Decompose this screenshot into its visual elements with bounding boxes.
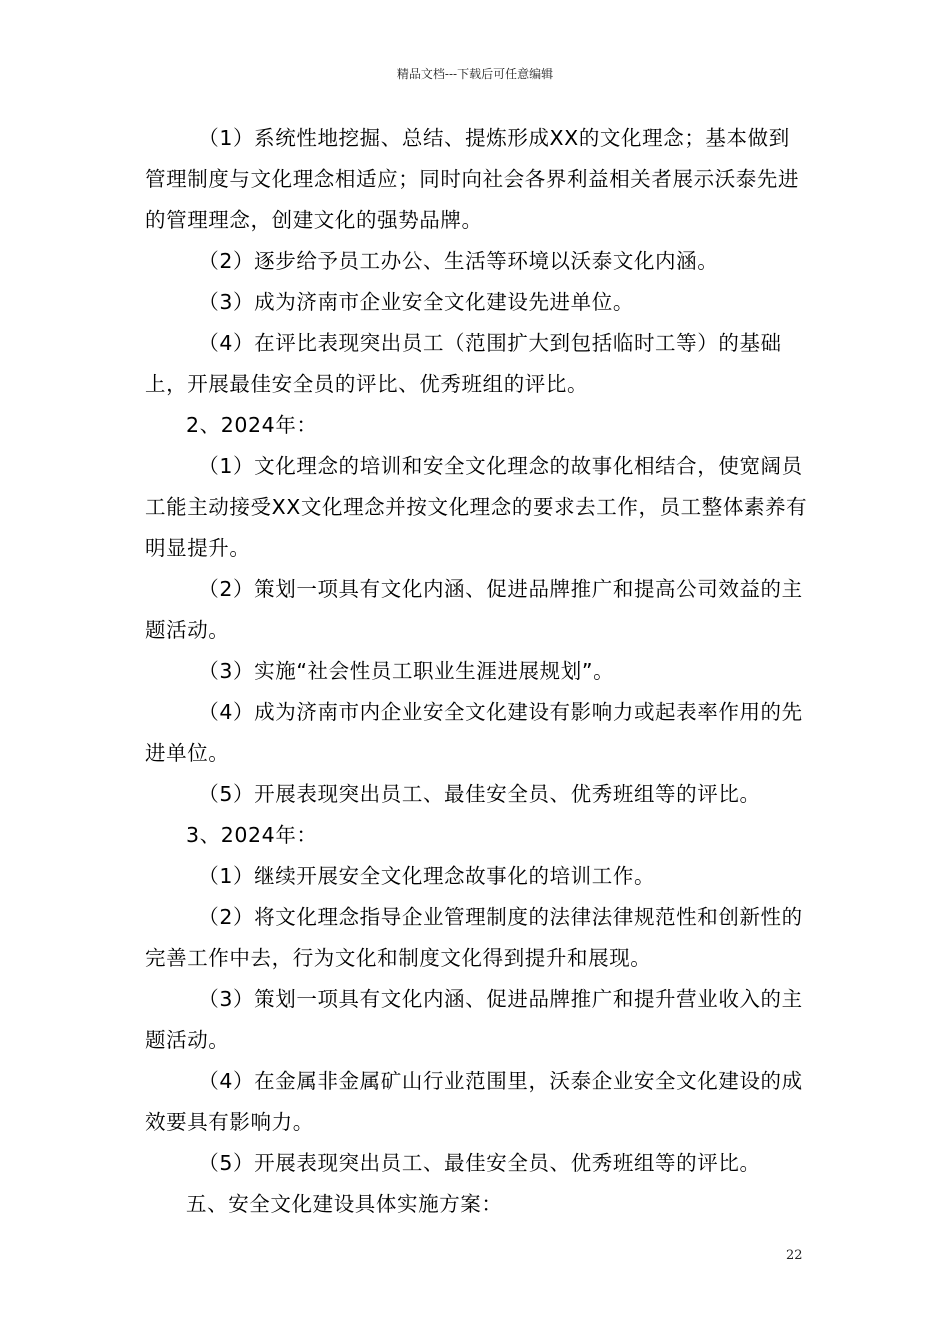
paragraph-goal-3-5: （5）开展表现突出员工、最佳安全员、优秀班组等的评比。 <box>198 1151 761 1175</box>
paragraph-goal-3-3: （3）策划一项具有文化内涵、促进品牌推广和提升营业收入的主题活动。 <box>145 987 803 1052</box>
paragraph-goal-3-1: （1）继续开展安全文化理念故事化的培训工作。 <box>198 864 656 888</box>
paragraph-goal-3-4: （4）在金属非金属矿山行业范围里，沃泰企业安全文化建设的成效要具有影响力。 <box>145 1069 803 1134</box>
document-body <box>145 118 810 1225</box>
paragraph-goal-1-2: （2）逐步给予员工办公、生活等环境以沃泰文化内涵。 <box>198 249 719 273</box>
paragraph-goal-1-4: （4）在评比表现突出员工（范围扩大到包括临时工等）的基础上，开展最佳安全员的评比、优秀班组的评比。 <box>145 331 782 396</box>
paragraph-goal-1-1: （1）系统性地挖掘、总结、提炼形成XX的文化理念；基本做到管理制度与文化理念相适应；同时向社会各界利益相关者展示沃泰先进的管理理念，创建文化的强势品牌。 <box>145 126 800 232</box>
section-heading-year-3: 3、2024年： <box>186 823 318 847</box>
paragraph-goal-1-3: （3）成为济南市企业安全文化建设先进单位。 <box>198 290 634 314</box>
paragraph-goal-2-1: （1）文化理念的培训和安全文化理念的故事化相结合，使宽阔员工能主动接受XX文化理念并按文化理念的要求去工作，员工整体素养有明显提升。 <box>145 454 808 560</box>
paragraph-goal-2-3: （3）实施“社会性员工职业生涯进展规划”。 <box>198 659 615 683</box>
paragraph-goal-2-5: （5）开展表现突出员工、最佳安全员、优秀班组等的评比。 <box>198 782 761 806</box>
section-heading-year-2: 2、2024年： <box>186 413 318 437</box>
section-heading-five: 五、安全文化建设具体实施方案： <box>186 1192 503 1216</box>
paragraph-goal-2-4: （4）成为济南市内企业安全文化建设有影响力或起表率作用的先进单位。 <box>145 700 803 765</box>
page-header: 精品文档---下载后可任意编辑 <box>396 67 554 81</box>
page-number: 22 <box>786 1248 803 1263</box>
paragraph-goal-2-2: （2）策划一项具有文化内涵、促进品牌推广和提高公司效益的主题活动。 <box>145 577 803 642</box>
paragraph-goal-3-2: （2）将文化理念指导企业管理制度的法律法律规范性和创新性的完善工作中去，行为文化和制度文化得到提升和展现。 <box>145 905 803 970</box>
